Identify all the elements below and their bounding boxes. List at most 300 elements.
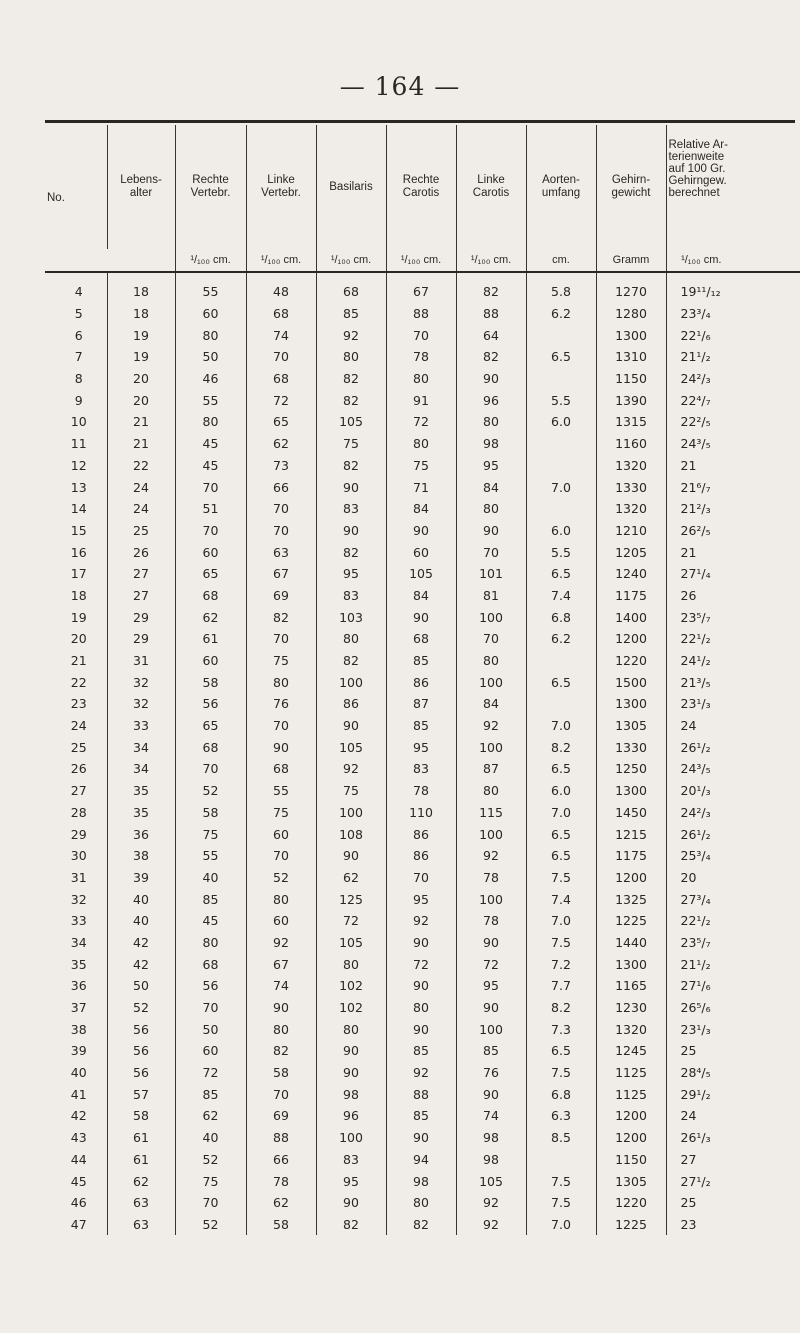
table-cell: 1245 xyxy=(596,1040,666,1062)
row-number-cell: 25 xyxy=(70,739,87,755)
table-cell: 62 xyxy=(316,867,386,889)
table-cell: 90 xyxy=(386,606,456,628)
table-cell: 98 xyxy=(456,433,526,455)
table-cell: 88 xyxy=(386,303,456,325)
table-cell: 48 xyxy=(246,272,316,303)
table-cell: 90 xyxy=(386,520,456,542)
table-row xyxy=(45,802,800,824)
table-cell: 29 xyxy=(107,606,175,628)
table-cell: 1150 xyxy=(596,1149,666,1171)
table-row xyxy=(45,823,800,845)
table-cell: 55 xyxy=(175,845,246,867)
table-cell: 96 xyxy=(456,389,526,411)
table-cell: 7.0 xyxy=(526,476,596,498)
table-cell: 82 xyxy=(316,541,386,563)
table-cell: 56 xyxy=(107,1062,175,1084)
table-cell: 95 xyxy=(456,455,526,477)
table-row xyxy=(45,324,800,346)
table-row xyxy=(45,932,800,954)
table-cell: 84 xyxy=(386,498,456,520)
table-cell: 95 xyxy=(316,563,386,585)
table-cell: 83 xyxy=(316,498,386,520)
table-cell: 105 xyxy=(316,932,386,954)
table-cell: 90 xyxy=(316,1040,386,1062)
table-cell: 1240 xyxy=(596,563,666,585)
table-cell: 21 xyxy=(107,411,175,433)
table-cell: 108 xyxy=(316,823,386,845)
table-cell: 80 xyxy=(175,411,246,433)
table-cell: 94 xyxy=(386,1149,456,1171)
table-cell: 70 xyxy=(246,520,316,542)
table-cell: 56 xyxy=(175,693,246,715)
table-cell: 70 xyxy=(175,1192,246,1214)
table-cell: 95 xyxy=(386,888,456,910)
table-cell: 32 xyxy=(107,693,175,715)
table-cell: 78 xyxy=(456,867,526,889)
table-cell: 1210 xyxy=(596,520,666,542)
table-cell: 101 xyxy=(456,563,526,585)
table-cell: 7.7 xyxy=(526,975,596,997)
table-cell: 69 xyxy=(246,1105,316,1127)
table-cell: 70 xyxy=(175,997,246,1019)
table-row xyxy=(45,1105,800,1127)
table-row xyxy=(45,910,800,932)
table-cell: 80 xyxy=(316,346,386,368)
table-cell: 85 xyxy=(316,303,386,325)
row-number-cell: 44 xyxy=(70,1151,87,1167)
table-row xyxy=(45,671,800,693)
table-cell: 24¹/₂ xyxy=(666,650,736,672)
column-header-unit: ¹/₁₀₀ cm. xyxy=(386,249,456,272)
table-cell: 1225 xyxy=(596,1214,666,1236)
table-cell: 80 xyxy=(386,368,456,390)
table-cell: 1250 xyxy=(596,758,666,780)
table-cell: 86 xyxy=(386,671,456,693)
table-cell: 55 xyxy=(175,389,246,411)
table-cell: 75 xyxy=(386,455,456,477)
table-cell: 52 xyxy=(246,867,316,889)
table-cell: 92 xyxy=(456,845,526,867)
row-number-cell: 33 xyxy=(70,913,87,929)
table-cell: 42 xyxy=(107,953,175,975)
table-cell: 23⁵/₇ xyxy=(666,932,736,954)
column-header-unit: ¹/₁₀₀ cm. xyxy=(316,249,386,272)
column-header-name: Linke Vertebr. xyxy=(246,125,316,249)
table-row xyxy=(45,455,800,477)
table-cell: 21²/₃ xyxy=(666,498,736,520)
table-cell: 63 xyxy=(246,541,316,563)
row-number-cell: 20 xyxy=(70,631,87,647)
row-number-cell: 31 xyxy=(70,869,87,885)
table-cell: 7.0 xyxy=(526,802,596,824)
table-cell: 1390 xyxy=(596,389,666,411)
table-cell: 125 xyxy=(316,888,386,910)
table-cell: 22⁴/₇ xyxy=(666,389,736,411)
table-cell: 6.0 xyxy=(526,411,596,433)
table-cell: 60 xyxy=(175,650,246,672)
table-cell: 74 xyxy=(456,1105,526,1127)
row-number-cell: 12 xyxy=(70,457,87,473)
table-cell: 32 xyxy=(107,671,175,693)
table-cell: 1230 xyxy=(596,997,666,1019)
table-cell: 24²/₃ xyxy=(666,368,736,390)
table-cell: 7.0 xyxy=(526,715,596,737)
table-cell: 58 xyxy=(246,1214,316,1236)
table-cell: 85 xyxy=(386,715,456,737)
table-cell: 19¹¹/₁₂ xyxy=(666,272,736,303)
table-cell xyxy=(526,498,596,520)
table-cell: 1225 xyxy=(596,910,666,932)
table-cell: 60 xyxy=(175,303,246,325)
table-cell: 66 xyxy=(246,1149,316,1171)
table-cell: 1305 xyxy=(596,1170,666,1192)
table-cell: 63 xyxy=(107,1192,175,1214)
column-header-unit xyxy=(107,249,175,272)
table-cell: 25 xyxy=(666,1192,736,1214)
table-cell: 21 xyxy=(666,455,736,477)
table-cell: 75 xyxy=(246,650,316,672)
table-cell: 8.2 xyxy=(526,997,596,1019)
table-cell: 22²/₅ xyxy=(666,411,736,433)
table-cell: 62 xyxy=(107,1170,175,1192)
table-cell: 22 xyxy=(107,455,175,477)
table-cell: 60 xyxy=(175,1040,246,1062)
table-cell: 7.3 xyxy=(526,1018,596,1040)
row-number-cell: 45 xyxy=(70,1173,87,1189)
table-cell: 1125 xyxy=(596,1062,666,1084)
row-number-cell: 46 xyxy=(70,1195,87,1211)
table-cell: 90 xyxy=(456,932,526,954)
table-cell: 61 xyxy=(107,1127,175,1149)
table-cell: 1150 xyxy=(596,368,666,390)
column-header-name: Rechte Vertebr. xyxy=(175,125,246,249)
table-row xyxy=(45,845,800,867)
table-row xyxy=(45,715,800,737)
table-cell: 21¹/₂ xyxy=(666,953,736,975)
table-cell: 98 xyxy=(316,1083,386,1105)
table-cell: 88 xyxy=(386,1083,456,1105)
table-cell: 1200 xyxy=(596,1105,666,1127)
table-cell: 80 xyxy=(456,498,526,520)
row-number-cell: 32 xyxy=(70,891,87,907)
row-number-cell: 8 xyxy=(74,371,83,387)
table-cell: 6.5 xyxy=(526,1040,596,1062)
table-cell: 82 xyxy=(456,346,526,368)
table-row xyxy=(45,433,800,455)
table-header xyxy=(45,125,800,272)
table-cell: 92 xyxy=(386,910,456,932)
table-cell: 26 xyxy=(666,585,736,607)
table-cell: 68 xyxy=(316,272,386,303)
table-row xyxy=(45,693,800,715)
table-cell: 27 xyxy=(666,1149,736,1171)
table-row xyxy=(45,1127,800,1149)
table-cell: 58 xyxy=(107,1105,175,1127)
table-cell: 102 xyxy=(316,997,386,1019)
table-cell: 92 xyxy=(456,715,526,737)
table-row xyxy=(45,1214,800,1236)
table-cell: 68 xyxy=(175,585,246,607)
table-cell: 75 xyxy=(175,1170,246,1192)
data-table-container xyxy=(45,120,795,1235)
table-cell: 52 xyxy=(175,780,246,802)
table-cell: 27¹/₄ xyxy=(666,563,736,585)
table-cell: 58 xyxy=(175,802,246,824)
table-cell: 58 xyxy=(246,1062,316,1084)
table-cell: 100 xyxy=(316,671,386,693)
table-cell: 1305 xyxy=(596,715,666,737)
table-cell: 18 xyxy=(107,303,175,325)
table-cell: 7.0 xyxy=(526,1214,596,1236)
row-number-cell: 15 xyxy=(70,522,87,538)
table-cell: 24 xyxy=(666,1105,736,1127)
table-cell: 90 xyxy=(386,975,456,997)
table-cell: 42 xyxy=(107,932,175,954)
table-cell: 52 xyxy=(107,997,175,1019)
table-cell: 26¹/₂ xyxy=(666,823,736,845)
table-cell: 50 xyxy=(175,1018,246,1040)
table-cell: 35 xyxy=(107,780,175,802)
table-cell: 90 xyxy=(386,1127,456,1149)
table-cell: 78 xyxy=(386,346,456,368)
row-number-cell: 4 xyxy=(74,284,83,300)
table-cell: 70 xyxy=(175,476,246,498)
table-cell: 82 xyxy=(316,389,386,411)
table-row xyxy=(45,1018,800,1040)
row-number-cell: 10 xyxy=(70,414,87,430)
table-cell xyxy=(526,650,596,672)
table-row xyxy=(45,1170,800,1192)
table-cell: 1325 xyxy=(596,888,666,910)
table-cell: 83 xyxy=(316,585,386,607)
table-cell: 90 xyxy=(316,1062,386,1084)
table-cell: 85 xyxy=(456,1040,526,1062)
row-number-cell: 26 xyxy=(70,761,87,777)
table-cell: 72 xyxy=(386,953,456,975)
table-cell: 84 xyxy=(456,693,526,715)
table-cell: 85 xyxy=(175,1083,246,1105)
table-row xyxy=(45,498,800,520)
table-cell: 98 xyxy=(456,1127,526,1149)
table-cell: 56 xyxy=(175,975,246,997)
table-cell: 22¹/₂ xyxy=(666,910,736,932)
table-cell: 90 xyxy=(386,1018,456,1040)
row-number-cell: 13 xyxy=(70,479,87,495)
table-cell: 102 xyxy=(316,975,386,997)
table-row xyxy=(45,1040,800,1062)
table-cell: 92 xyxy=(316,758,386,780)
table-cell: 65 xyxy=(246,411,316,433)
column-header-name: Basilaris xyxy=(316,125,386,249)
table-cell: 110 xyxy=(386,802,456,824)
table-cell: 90 xyxy=(246,997,316,1019)
table-cell: 85 xyxy=(386,1040,456,1062)
table-cell xyxy=(526,433,596,455)
table-cell: 1330 xyxy=(596,736,666,758)
table-cell: 75 xyxy=(316,780,386,802)
table-cell: 1320 xyxy=(596,455,666,477)
table-cell: 70 xyxy=(386,867,456,889)
table-cell: 90 xyxy=(316,845,386,867)
table-cell: 1175 xyxy=(596,585,666,607)
table-cell: 6.3 xyxy=(526,1105,596,1127)
table-row xyxy=(45,867,800,889)
table-cell: 20 xyxy=(666,867,736,889)
table-cell xyxy=(526,324,596,346)
table-body xyxy=(45,272,800,1235)
table-row xyxy=(45,585,800,607)
table-cell: 68 xyxy=(246,368,316,390)
table-cell: 80 xyxy=(175,324,246,346)
table-cell: 8.5 xyxy=(526,1127,596,1149)
table-cell: 75 xyxy=(175,823,246,845)
table-cell: 50 xyxy=(107,975,175,997)
table-cell: 8.2 xyxy=(526,736,596,758)
table-cell: 90 xyxy=(386,932,456,954)
table-cell: 68 xyxy=(246,303,316,325)
table-cell: 74 xyxy=(246,975,316,997)
table-cell: 23⁵/₇ xyxy=(666,606,736,628)
row-number-cell: 36 xyxy=(70,978,87,994)
table-cell: 100 xyxy=(456,888,526,910)
table-cell: 28⁴/₅ xyxy=(666,1062,736,1084)
table-cell: 1175 xyxy=(596,845,666,867)
table-cell: 103 xyxy=(316,606,386,628)
table-cell: 6.2 xyxy=(526,628,596,650)
table-cell: 72 xyxy=(246,389,316,411)
table-cell: 24 xyxy=(107,476,175,498)
table-row xyxy=(45,563,800,585)
table-cell: 31 xyxy=(107,650,175,672)
row-number-cell: 22 xyxy=(70,674,87,690)
table-cell: 46 xyxy=(175,368,246,390)
table-cell: 1500 xyxy=(596,671,666,693)
row-number-cell: 39 xyxy=(70,1043,87,1059)
table-cell: 6.5 xyxy=(526,845,596,867)
table-cell: 66 xyxy=(246,476,316,498)
table-cell: 95 xyxy=(386,736,456,758)
row-number-cell: 16 xyxy=(70,544,87,560)
table-cell: 62 xyxy=(175,1105,246,1127)
table-cell: 21¹/₂ xyxy=(666,346,736,368)
table-cell: 6.5 xyxy=(526,823,596,845)
table-row xyxy=(45,368,800,390)
table-cell: 65 xyxy=(175,563,246,585)
table-row xyxy=(45,758,800,780)
table-cell: 1215 xyxy=(596,823,666,845)
table-cell: 80 xyxy=(316,1018,386,1040)
row-number-cell: 37 xyxy=(70,1000,87,1016)
table-cell: 60 xyxy=(175,541,246,563)
table-cell: 27¹/₂ xyxy=(666,1170,736,1192)
table-cell: 34 xyxy=(107,758,175,780)
table-cell: 88 xyxy=(246,1127,316,1149)
table-cell: 63 xyxy=(107,1214,175,1236)
page-number: — 164 — xyxy=(339,72,461,101)
table-cell: 71 xyxy=(386,476,456,498)
table-cell: 19 xyxy=(107,346,175,368)
table-cell: 24³/₅ xyxy=(666,433,736,455)
table-cell: 95 xyxy=(316,1170,386,1192)
table-cell: 92 xyxy=(456,1214,526,1236)
table-cell: 7.0 xyxy=(526,910,596,932)
column-header-unit: Gramm xyxy=(596,249,666,272)
row-number-cell: 17 xyxy=(70,566,87,582)
row-number-cell: 28 xyxy=(70,804,87,820)
table-cell: 90 xyxy=(456,368,526,390)
table-cell: 84 xyxy=(386,585,456,607)
table-cell: 36 xyxy=(107,823,175,845)
table-cell: 23¹/₃ xyxy=(666,1018,736,1040)
table-row xyxy=(45,541,800,563)
table-cell: 70 xyxy=(386,324,456,346)
table-cell: 58 xyxy=(175,671,246,693)
table-cell: 92 xyxy=(246,932,316,954)
table-cell: 7.2 xyxy=(526,953,596,975)
table-cell: 1200 xyxy=(596,1127,666,1149)
table-cell: 100 xyxy=(316,802,386,824)
table-cell xyxy=(526,368,596,390)
table-cell: 90 xyxy=(456,520,526,542)
table-cell: 80 xyxy=(456,780,526,802)
table-cell: 29 xyxy=(107,628,175,650)
table-cell: 69 xyxy=(246,585,316,607)
row-number-cell: 42 xyxy=(70,1108,87,1124)
table-row xyxy=(45,389,800,411)
table-cell: 82 xyxy=(316,1214,386,1236)
table-cell: 5.5 xyxy=(526,389,596,411)
table-cell: 85 xyxy=(386,1105,456,1127)
table-row xyxy=(45,997,800,1019)
table-cell: 90 xyxy=(316,520,386,542)
table-cell: 18 xyxy=(107,272,175,303)
table-cell: 60 xyxy=(246,823,316,845)
table-cell: 55 xyxy=(175,272,246,303)
table-cell: 23¹/₃ xyxy=(666,693,736,715)
table-cell: 6.5 xyxy=(526,758,596,780)
table-cell: 70 xyxy=(246,498,316,520)
column-header-name: Aorten- umfang xyxy=(526,125,596,249)
table-cell: 87 xyxy=(456,758,526,780)
table-cell: 38 xyxy=(107,845,175,867)
table-cell: 5.5 xyxy=(526,541,596,563)
row-number-cell: 24 xyxy=(70,718,87,734)
table-cell: 1280 xyxy=(596,303,666,325)
table-cell: 21 xyxy=(107,433,175,455)
table-cell: 68 xyxy=(175,736,246,758)
table-cell: 1270 xyxy=(596,272,666,303)
table-cell: 1125 xyxy=(596,1083,666,1105)
table-cell: 68 xyxy=(386,628,456,650)
table-cell: 45 xyxy=(175,433,246,455)
row-number-cell: 38 xyxy=(70,1021,87,1037)
table-cell: 105 xyxy=(386,563,456,585)
table-cell: 55 xyxy=(246,780,316,802)
row-number-cell: 23 xyxy=(70,696,87,712)
table-cell: 24³/₅ xyxy=(666,758,736,780)
table-cell: 5.8 xyxy=(526,272,596,303)
table-cell: 67 xyxy=(386,272,456,303)
table-cell: 100 xyxy=(456,1018,526,1040)
row-number-cell: 43 xyxy=(70,1130,87,1146)
table-cell: 6.0 xyxy=(526,780,596,802)
table-cell: 62 xyxy=(175,606,246,628)
column-header-name: Rechte Carotis xyxy=(386,125,456,249)
row-number-cell: 47 xyxy=(70,1216,87,1232)
table-cell: 39 xyxy=(107,867,175,889)
column-header-name: Gehirn- gewicht xyxy=(596,125,666,249)
table-row xyxy=(45,1192,800,1214)
